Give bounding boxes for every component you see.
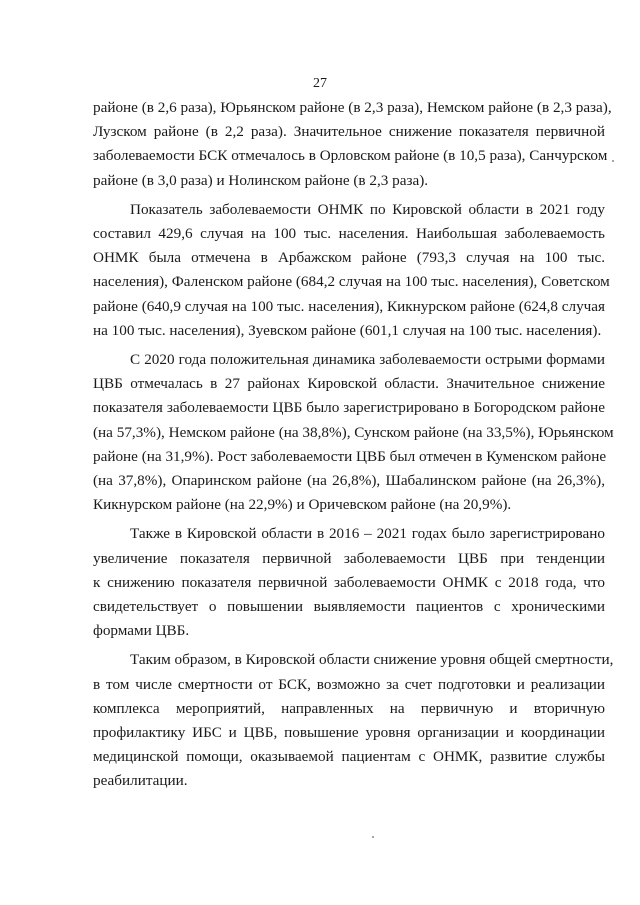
text-line: С 2020 года положительная динамика заболеваемости острыми формами (130, 351, 605, 369)
text-line: составил 429,6 случая на 100 тыс. населения. Наибольшая заболеваемость (93, 225, 605, 243)
text-line: показателя заболеваемости ЦВБ было зарегистрировано в Богородском районе (93, 399, 605, 417)
text-line: заболеваемости БСК отмечалось в Орловском районе (в 10,5 раза), Санчурском (93, 147, 608, 165)
text-line: формами ЦВБ. (93, 622, 190, 640)
text-line: комплекса мероприятий, направленных на первичную и вторичную (93, 699, 605, 717)
text-line: профилактику ИБС и ЦВБ, повышение уровня организации и координации (93, 724, 605, 742)
paragraph-1 (93, 96, 612, 193)
text-line: районе (в 3,0 раза) и Нолинском районе (в 2,3 раза). (93, 171, 429, 189)
text-line: районе (640,9 случая на 100 тыс. населения), Кикнурском районе (624,8 случая (93, 297, 606, 315)
text-line: населения), Фаленском районе (684,2 случая на 100 тыс. населения), Советском (93, 273, 610, 291)
text-line: к снижению показателя первичной заболеваемости ОНМК с 2018 года, что (93, 573, 605, 591)
text-line: реабилитации. (93, 772, 188, 790)
text-line: увеличение показателя первичной заболеваемости ЦВБ при тенденции (93, 549, 605, 567)
paragraph-2 (93, 198, 610, 343)
text-line: Кикнурском районе (на 22,9%) и Оричевском районе (на 20,9%). (93, 496, 512, 514)
text-line: в том числе смертности от БСК, возможно за счет подготовки и реализации (93, 675, 605, 693)
text-line: свидетельствует о повышении выявляемости пациентов с хроническими (93, 598, 605, 616)
text-line: ОНМК была отмечена в Арбажском районе (793,3 случая на 100 тыс. (93, 249, 605, 267)
scan-speck (612, 160, 614, 162)
paragraph-5 (93, 648, 614, 793)
page-number: 27 (313, 76, 327, 91)
scan-speck (372, 836, 374, 838)
text-line: Лузском районе (в 2,2 раза). Значительное снижение показателя первичной (93, 123, 605, 141)
text-line: Также в Кировской области в 2016 – 2021 годах было зарегистрировано (130, 525, 605, 543)
text-line: (на 57,3%), Немском районе (на 38,8%), Сунском районе (на 33,5%), Юрьянском (93, 423, 614, 441)
text-line: на 100 тыс. населения), Зуевском районе (601,1 случая на 100 тыс. населения). (93, 321, 602, 339)
text-line: медицинской помощи, оказываемой пациентам с ОНМК, развитие службы (93, 748, 605, 766)
text-line: Таким образом, в Кировской области снижение уровня общей смертности, (130, 651, 614, 669)
document-body (93, 96, 614, 799)
text-line: районе (на 31,9%). Рост заболеваемости ЦВБ был отмечен в Куменском районе (93, 447, 607, 465)
text-line: районе (в 2,6 раза), Юрьянском районе (в 2,3 раза), Немском районе (в 2,3 раза), (93, 99, 612, 116)
text-line: Показатель заболеваемости ОНМК по Кировской области в 2021 году (130, 200, 605, 218)
text-line: ЦВБ отмечалась в 27 районах Кировской области. Значительное снижение (93, 375, 605, 393)
paragraph-4 (93, 522, 605, 643)
paragraph-3 (93, 348, 614, 517)
text-line: (на 37,8%), Опаринском районе (на 26,8%), Шабалинском районе (на 26,3%), (93, 472, 605, 490)
